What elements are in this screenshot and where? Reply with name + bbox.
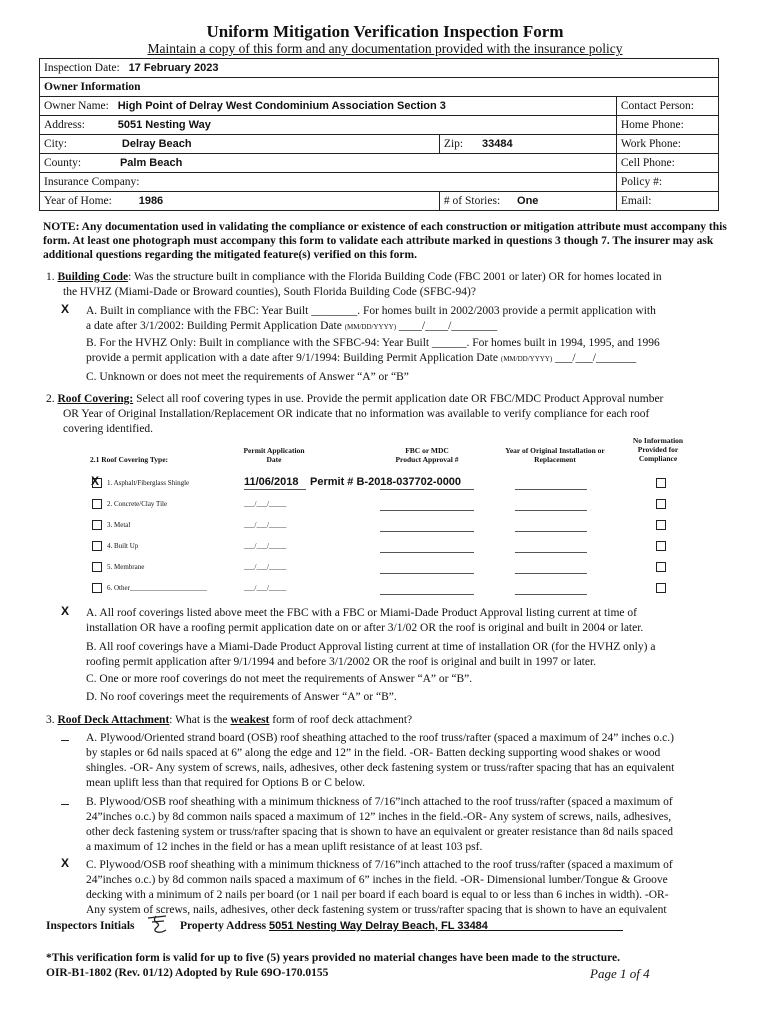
roof-row-noinfo-checkbox[interactable]	[656, 562, 666, 572]
roof-row	[90, 518, 710, 534]
q1-text-line1: : Was the structure built in compliance with the Florida Building Code (FBC 2001 or later) OR for homes located in	[128, 271, 662, 283]
stories-label: # of Stories:	[443, 195, 501, 207]
roof-row-noinfo-checkbox[interactable]	[656, 520, 666, 530]
q3-roof-deck: 3. Roof Deck Attachment: What is the weakest form of roof deck attachment?	[46, 714, 413, 726]
city-value[interactable]: Delray Beach	[121, 138, 192, 150]
form-id: OIR-B1-1802 (Rev. 01/12) Adopted by Rule 69O-170.0155	[46, 967, 329, 979]
q1-a-date-format: (MM/DD/YYYY)	[344, 323, 397, 331]
inspection-date-value[interactable]: 17 February 2023	[128, 62, 219, 74]
q2-option-d[interactable]: D. No roof coverings meet the requirements of Answer “A” or “B”.	[86, 691, 397, 703]
policy-number-field[interactable]: Policy #:	[616, 173, 718, 192]
address-value[interactable]: 5051 Nesting Way	[117, 119, 211, 131]
zip-value[interactable]: 33484	[481, 138, 513, 150]
q1-a-mark[interactable]: X	[61, 302, 70, 316]
zip-label: Zip:	[443, 138, 464, 150]
roof-row-permit-date[interactable]: 11/06/2018	[244, 476, 299, 488]
col-year-installation: Year of Original Installation or Replacement	[505, 446, 605, 464]
roof-row	[90, 539, 710, 555]
roof-row-label: 5. Membrane	[107, 563, 145, 571]
roof-row-permit-date[interactable]: ___/___/_____	[244, 563, 287, 571]
cell-phone-field[interactable]: Cell Phone:	[616, 154, 718, 173]
inspection-date-label: Inspection Date:	[44, 62, 120, 74]
q3-option-b[interactable]: B. Plywood/OSB roof sheathing with a minimum thickness of 7/16”inch attached to the roof truss/rafter (spaced a maximum of 24”inches o.c.) by 8d common nails spaced a maximum of 12” inches in the field.-OR- Any system of screws, nails, adhesives, other deck fastening system or truss/rafter spacing that is shown to have an equivalent or greater resistance than 8d nails spaced a maximum of 12 inches in the field or has a mean uplift resistance of at least 103 psf.	[86, 796, 673, 853]
roof-row-permit-date[interactable]: ___/___/_____	[244, 542, 287, 550]
roof-row-checkbox[interactable]	[92, 541, 102, 551]
q1-a-line1: A. Built in compliance with the FBC: Year Built ________. For homes built in 2002/2003 provide a permit application with	[86, 305, 656, 317]
q2-option-a[interactable]: A. All roof coverings listed above meet the FBC with a FBC or Miami-Dade Product Approval listing current at time of installation OR have a roofing permit application date on or after 3/1/02 OR the roof is original and built in 2004 or later.	[86, 607, 644, 634]
q3-a-mark[interactable]	[61, 740, 69, 741]
q3-option-a[interactable]: A. Plywood/Oriented strand board (OSB) roof sheathing attached to the roof truss/rafter (spaced a maximum of 24” inches o.c.) by staples or 6d nails spaced at 6” along the edge and 12” in the field. -OR- Batten decking supporting wood shakes or wood shingles. -OR- Any system of screws, nails, adhesives, other deck fastening system or truss/rafter spacing that has an equivalent mean uplift less than that required for Options B or C below.	[86, 732, 675, 789]
roof-row-fbc-field[interactable]	[380, 552, 474, 553]
q1-b-line1: B. For the HVHZ Only: Built in compliance with the SFBC-94: Year Built ______. For homes built in 1994, 1995, and 1996	[86, 337, 660, 349]
roof-row-label: 4. Built Up	[107, 542, 139, 550]
q2-text-line2: OR Year of Original Installation/Replacement OR indicate that no information was available to verify compliance for each roof	[63, 408, 650, 420]
roof-row-noinfo-checkbox[interactable]	[656, 478, 666, 488]
q1-a-line2: a date after 3/1/2002: Building Permit Application Date	[86, 320, 342, 332]
q1-title: Building Code	[57, 271, 129, 283]
stories-value[interactable]: One	[517, 195, 539, 207]
owner-info-table	[39, 58, 719, 211]
roof-row-permit-date[interactable]: ___/___/_____	[244, 584, 287, 592]
city-label: City:	[44, 138, 68, 150]
roof-row	[90, 581, 710, 597]
roof-row-year-field[interactable]	[515, 573, 587, 574]
roof-row-label: 1. Asphalt/Fiberglass Shingle	[107, 479, 190, 487]
q1-text-line2: the HVHZ (Miami-Dade or Broward counties), South Florida Building Code (SFBC-94)?	[63, 286, 476, 298]
roof-row-noinfo-checkbox[interactable]	[656, 541, 666, 551]
q2-text-line1: Select all roof covering types in use. Provide the permit application date OR FBC/MDC Product Approval number	[136, 393, 664, 405]
form-title: Uniform Mitigation Verification Inspection Form	[206, 22, 564, 41]
q2-option-b[interactable]: B. All roof coverings have a Miami-Dade Product Approval listing current at time of installation OR (for the HVHZ only) a roofing permit application after 9/1/1994 and before 3/1/2002 OR the roof is original and built in 1997 or later.	[86, 641, 656, 668]
q3-option-c[interactable]: C. Plywood/OSB roof sheathing with a minimum thickness of 7/16”inch attached to the roof truss/rafter (spaced a maximum of 24”inches o.c.) by 8d common nails spaced a maximum of 6” inches in the field. -OR- Dimensional lumber/Tongue & Groove decking with a minimum of 2 nails per board (or 1 nail per board if each board is equal to or less than 6 inches in width). -OR- Any system of screws, nails, adhesives, other deck fastening system or truss/rafter spacing that is shown to have an equivalent	[86, 859, 673, 916]
year-of-home-label: Year of Home:	[44, 195, 112, 207]
roof-row-year-field[interactable]	[515, 489, 587, 490]
contact-person-field[interactable]: Contact Person:	[616, 97, 718, 116]
county-value[interactable]: Palm Beach	[119, 157, 183, 169]
address-label: Address:	[44, 119, 85, 131]
property-address-value[interactable]: 5051 Nesting Way Delray Beach, FL 33484	[269, 920, 488, 932]
roof-row-checkbox[interactable]	[92, 499, 102, 509]
roof-row	[90, 560, 710, 576]
roof-row	[90, 497, 710, 513]
col-fbc-approval: FBC or MDC Product Approval #	[395, 446, 459, 464]
documentation-note: NOTE: Any documentation used in validating the compliance or existence of each construction or mitigation attribute must accompany this form. At least one photograph must accompany this form to validate each attribute marked in questions 3 though 7. The insurer may ask additional questions regarding the mitigated feature(s) verified on this form.	[43, 221, 727, 261]
roof-row-fbc-field[interactable]	[380, 573, 474, 574]
roof-row-permit-date[interactable]: ___/___/_____	[244, 521, 287, 529]
property-address-row	[180, 920, 623, 932]
q2-a-mark[interactable]: X	[61, 604, 70, 618]
q2-text-line3: covering identified.	[63, 423, 154, 435]
roof-row-year-field[interactable]	[515, 552, 587, 553]
owner-name-label: Owner Name:	[44, 100, 109, 112]
q1-b-line2: provide a permit application with a date after 9/1/1994: Building Permit Application Date	[86, 352, 498, 364]
q3-weakest: weakest	[230, 714, 270, 726]
roof-row-noinfo-checkbox[interactable]	[656, 499, 666, 509]
page-number: Page 1 of 4	[590, 966, 650, 981]
roof-row-year-field[interactable]	[515, 531, 587, 532]
col-permit-date: Permit Application Date	[243, 446, 305, 464]
roof-row-year-field[interactable]	[515, 510, 587, 511]
q2-roof-covering	[46, 392, 736, 437]
col-roof-type: 2.1 Roof Covering Type:	[90, 455, 169, 464]
form-subtitle: Maintain a copy of this form and any documentation provided with the insurance policy	[147, 41, 623, 56]
q1-number: 1.	[46, 271, 55, 283]
insurance-company-field[interactable]: Insurance Company:	[40, 173, 617, 192]
q1-b-date-format: (MM/DD/YYYY)	[500, 355, 553, 363]
q2-option-c[interactable]: C. One or more roof coverings do not meet the requirements of Answer “A” or “B”.	[86, 673, 473, 685]
county-label: County:	[44, 157, 82, 169]
roof-row-checkbox[interactable]	[92, 562, 102, 572]
q3-b-mark[interactable]	[61, 804, 69, 805]
q1-building-code	[46, 270, 736, 300]
roof-row-fbc-field[interactable]	[380, 594, 474, 595]
roof-row-checkbox[interactable]	[92, 583, 102, 593]
q1-option-c[interactable]: C. Unknown or does not meet the requirements of Answer “A” or “B”	[86, 371, 409, 383]
roof-row-year-field[interactable]	[515, 594, 587, 595]
roof-row-fbc[interactable]: Permit # B-2018-037702-0000	[310, 476, 462, 488]
q2-title: Roof Covering:	[57, 393, 134, 405]
roof-row-fbc-field[interactable]	[380, 510, 474, 511]
email-field[interactable]: Email:	[616, 192, 718, 211]
year-of-home-value[interactable]: 1986	[138, 195, 164, 207]
work-phone-field[interactable]: Work Phone:	[616, 135, 718, 154]
roof-row-checkbox[interactable]	[92, 520, 102, 530]
validity-note: *This verification form is valid for up to five (5) years provided no material changes have been made to the structure.	[46, 952, 620, 964]
roof-row-label: 3. Metal	[107, 521, 131, 529]
q2-number: 2.	[46, 393, 55, 405]
roof-row-label[interactable]: 6. Other______________________	[107, 584, 207, 592]
q1-b-date-blank[interactable]: ___/___/_______	[555, 352, 637, 364]
roof-row-fbc-field[interactable]	[380, 531, 474, 532]
q1-option-b[interactable]	[86, 336, 736, 367]
q3-c-mark[interactable]: X	[61, 856, 70, 870]
roof-row	[90, 476, 710, 492]
inspectors-initials-label: Inspectors Initials	[46, 920, 135, 932]
q1-option-a[interactable]	[86, 304, 736, 335]
col-no-information: No Information Provided for Compliance	[632, 436, 684, 463]
q3-title: Roof Deck Attachment	[57, 714, 170, 726]
property-address-label: Property Address	[180, 920, 267, 932]
owner-name-value[interactable]: High Point of Delray West Condominium Association Section 3	[117, 100, 446, 112]
home-phone-field[interactable]: Home Phone:	[616, 116, 718, 135]
roof-row-permit-date[interactable]: ___/___/_____	[244, 500, 287, 508]
owner-info-heading: Owner Information	[40, 78, 719, 97]
roof-row-noinfo-checkbox[interactable]	[656, 583, 666, 593]
roof-covering-rows	[90, 476, 710, 596]
roof-row-mark: X	[91, 474, 100, 488]
q1-a-date-blank[interactable]: ____/____/________	[398, 320, 498, 332]
roof-row-label: 2. Concrete/Clay Tile	[107, 500, 168, 508]
inspector-initials-signature[interactable]	[144, 912, 172, 936]
